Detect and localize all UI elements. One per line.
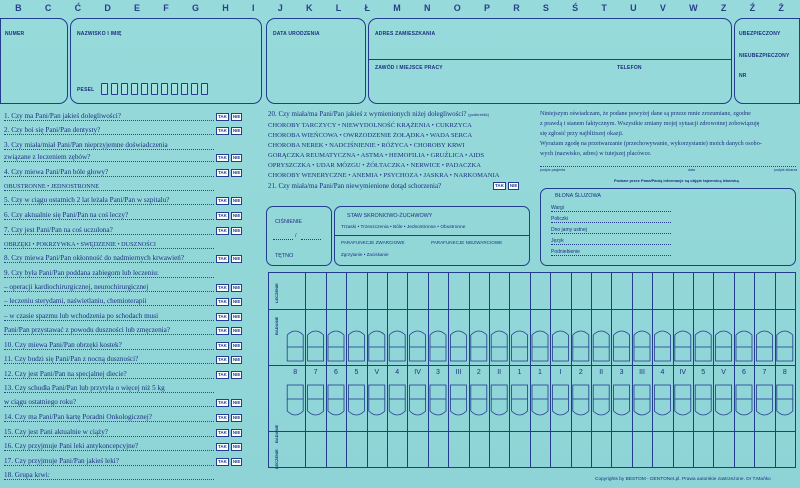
- tooth-number[interactable]: 6: [334, 369, 338, 376]
- upper-tooth-diagram[interactable]: [430, 331, 446, 361]
- question-text: 2. Czy boi się Pani/Pan dentysty?: [4, 126, 101, 134]
- q21-question: 21. Czy miała/ma Pani/Pan niewymienione dotąd schorzenia?: [268, 182, 442, 190]
- lower-tooth-diagram[interactable]: [695, 385, 711, 415]
- disease-line[interactable]: GORĄCZKA REUMATYCZNA • ASTMA • HEMOFILIA • GRUŹLICA • AIDS: [268, 152, 485, 159]
- yes-no-checkbox[interactable]: TAK NIE: [218, 430, 241, 435]
- address-box[interactable]: [368, 18, 732, 104]
- mucosa-item[interactable]: Język: [551, 238, 671, 245]
- yes-no-checkbox[interactable]: TAK NIE: [218, 314, 241, 319]
- pesel-field[interactable]: [101, 83, 208, 95]
- question-text: 1. Czy ma Pani/Pan jakieś dolegliwości?: [4, 112, 121, 120]
- lower-tooth-diagram[interactable]: [389, 385, 405, 415]
- question-text: 11. Czy budzi się Pani/Pan z nocną duszności?: [4, 355, 139, 363]
- birthdate-label: DATA URODZENIA: [273, 31, 320, 37]
- yes-no-checkbox[interactable]: TAK NIE: [218, 198, 241, 203]
- numer-label: NUMER: [5, 31, 25, 37]
- question-text: związane z leczeniem zębów?: [4, 153, 91, 161]
- alphabet-letter[interactable]: E: [134, 3, 142, 13]
- tooth-number[interactable]: V: [374, 369, 380, 376]
- question-text: OBUSTRONNE • JEDNOSTRONNE: [4, 183, 99, 190]
- parafunction-nonocclusal: PARAFUNKCJE NIEZWARCIOWE: [431, 240, 503, 245]
- tmj-title: STAW SKRONIOWO-ŻUCHWOWY: [347, 213, 433, 219]
- lower-tooth-diagram[interactable]: [614, 385, 630, 415]
- lower-tooth-diagram[interactable]: [369, 385, 385, 415]
- phone-label: TELEFON: [617, 65, 642, 71]
- alphabet-letter[interactable]: Ł: [364, 3, 371, 13]
- upper-tooth-diagram[interactable]: [348, 331, 364, 361]
- question-text: 7. Czy jest Pani/Pan na coś uczulona?: [4, 226, 113, 234]
- dental-chart[interactable]: [268, 272, 796, 468]
- alphabet-letter[interactable]: D: [104, 3, 112, 13]
- upper-tooth-diagram[interactable]: [410, 331, 426, 361]
- upper-tooth-diagram[interactable]: [736, 331, 752, 361]
- alphabet-letter[interactable]: S: [542, 3, 550, 13]
- yes-no-checkbox[interactable]: TAK NIE: [218, 343, 241, 348]
- yes-no-checkbox[interactable]: TAK NIE: [218, 400, 241, 405]
- question-text: Pani/Pan przystawać z powodu duszności lub zmęczenia?: [4, 326, 171, 334]
- declaration-line: się zgłosić przy najbliższej okazji.: [540, 131, 624, 137]
- tooth-number[interactable]: 7: [313, 369, 318, 376]
- question-text: – w czasie spazmu lub wchodzenia po schodach musi: [4, 312, 159, 320]
- tooth-number[interactable]: II: [599, 369, 604, 376]
- tooth-number[interactable]: IV: [679, 369, 687, 376]
- tooth-number[interactable]: 8: [782, 369, 787, 376]
- yes-no-checkbox[interactable]: TAK NIE: [218, 299, 241, 304]
- mucosa-item[interactable]: Wargi: [551, 205, 671, 212]
- question-text: 17. Czy przyjmuje Pani/Pan jakieś leki?: [4, 457, 119, 465]
- address-label: ADRES ZAMIESZKANIA: [375, 31, 436, 37]
- question-text: w ciągu ostatniego roku?: [4, 398, 77, 406]
- tooth-number[interactable]: IV: [414, 369, 421, 376]
- lower-tooth-diagram[interactable]: [634, 385, 650, 415]
- yes-no-checkbox[interactable]: TAK NIE: [218, 415, 241, 420]
- upper-tooth-diagram[interactable]: [552, 331, 568, 361]
- alphabet-letter[interactable]: L: [335, 3, 343, 13]
- lower-tooth-diagram[interactable]: [532, 385, 548, 415]
- question-text: 16. Czy przyjmuje Pani leki antykoncepcyjne?: [4, 442, 139, 450]
- upper-tooth-diagram[interactable]: [512, 331, 528, 361]
- birthdate-box[interactable]: [266, 18, 366, 104]
- yes-no-checkbox[interactable]: TAK NIE: [218, 228, 241, 233]
- alphabet-letter[interactable]: W: [689, 3, 699, 13]
- disease-line[interactable]: CHOROBA WIEŃCOWA • OWRZODZENIE ŻOŁĄDKA • WADA SERCA: [268, 132, 473, 139]
- disease-line[interactable]: CHOROBY TARCZYCY • NIEWYDOLNOŚĆ KRĄŻENIA • CUKRZYCA: [268, 122, 472, 129]
- lower-tooth-diagram[interactable]: [736, 385, 752, 415]
- upper-tooth-diagram[interactable]: [654, 331, 670, 361]
- vitals-box[interactable]: [266, 206, 332, 266]
- lower-exam-label: BADANIE: [274, 424, 279, 443]
- yes-no-checkbox[interactable]: TAK NIE: [218, 285, 241, 290]
- alphabet-letter[interactable]: R: [513, 3, 521, 13]
- parafunction-occlusal: PARAFUNKCJE ZWARCIOWE: [341, 240, 405, 245]
- upper-tooth-diagram[interactable]: [573, 331, 589, 361]
- disease-line[interactable]: OPRYSZCZKA • UDAR MÓZGU • ŻÓŁTACZKA • NERWICE • PADACZKA: [268, 162, 482, 169]
- tooth-number[interactable]: 5: [701, 369, 706, 376]
- question-text: 9. Czy była Pani/Pan poddana zabiegom lub leczeniu:: [4, 269, 159, 277]
- tooth-number[interactable]: 7: [762, 369, 767, 376]
- question-text: 10. Czy miewa Pani/Pan obrzęki kostek?: [4, 341, 122, 349]
- yes-no-checkbox[interactable]: TAK NIE: [218, 155, 241, 160]
- insured-label: UBEZPIECZONY: [739, 31, 781, 37]
- alphabet-letter[interactable]: F: [163, 3, 170, 13]
- lower-tooth-diagram[interactable]: [512, 385, 528, 415]
- yes-no-checkbox[interactable]: TAK NIE: [218, 170, 241, 175]
- question-text: 12. Czy jest Pani/Pan na specjalnej diecie?: [4, 370, 127, 378]
- lower-tooth-diagram[interactable]: [450, 385, 466, 415]
- lower-treatment-label: LECZENIE: [274, 449, 279, 469]
- alphabet-letter[interactable]: Ż: [778, 3, 785, 13]
- tmj-items: Trzaski • Trzeszczenia • Bóle • Jednostronne • Obustronne: [341, 225, 466, 230]
- lower-tooth-diagram[interactable]: [328, 385, 344, 415]
- alphabet-letter[interactable]: Ź: [749, 3, 757, 13]
- tooth-number[interactable]: III: [455, 369, 462, 376]
- declaration-line: Wyrażam zgodę na przetwarzanie (przechowywanie, wykorzystanie) moich danych osobo-: [540, 141, 762, 147]
- lower-tooth-diagram[interactable]: [410, 385, 426, 415]
- lower-tooth-diagram[interactable]: [675, 385, 691, 415]
- question-text: 14. Czy ma Pani/Pan kartę Poradni Onkologicznej?: [4, 413, 152, 421]
- tooth-number[interactable]: 4: [660, 369, 665, 376]
- mucosa-item[interactable]: Dno jamy ustnej: [551, 227, 671, 234]
- occupation-label: ZAWÓD I MIEJSCE PRACY: [375, 65, 443, 71]
- upper-tooth-diagram[interactable]: [287, 331, 303, 361]
- alphabet-letter[interactable]: J: [277, 3, 284, 13]
- alphabet-letter[interactable]: O: [453, 3, 462, 13]
- upper-tooth-diagram[interactable]: [756, 331, 772, 361]
- lower-tooth-diagram[interactable]: [716, 385, 732, 415]
- alphabet-index: [0, 0, 800, 16]
- mucosa-box[interactable]: [540, 188, 796, 266]
- lower-tooth-diagram[interactable]: [654, 385, 670, 415]
- yes-no-checkbox[interactable]: TAK NIE: [218, 128, 241, 133]
- mucosa-item[interactable]: Policzki: [551, 216, 671, 223]
- upper-tooth-diagram[interactable]: [675, 331, 691, 361]
- alphabet-letter[interactable]: V: [659, 3, 667, 13]
- upper-tooth-diagram[interactable]: [491, 331, 507, 361]
- tooth-number[interactable]: 3: [436, 369, 440, 376]
- question-text: 3. Czy miała/miał Pani/Pan nieprzyjemne doświadczenia: [4, 141, 168, 149]
- yes-no-checkbox[interactable]: TAK NIE: [218, 357, 241, 362]
- alphabet-letter[interactable]: T: [601, 3, 608, 13]
- alphabet-letter[interactable]: P: [483, 3, 491, 13]
- insurance-number-label: NR: [739, 73, 747, 79]
- tooth-number[interactable]: 1: [517, 369, 522, 376]
- lower-tooth-diagram[interactable]: [471, 385, 487, 415]
- question-text: – operacji kardiochirurgicznej, neurochirurgicznej: [4, 283, 149, 291]
- declaration-line: wych (nazwisko, adres) w tutejszej placówce.: [540, 151, 652, 157]
- yes-no-checkbox[interactable]: TAK NIE: [218, 372, 241, 377]
- upper-tooth-diagram[interactable]: [777, 331, 793, 361]
- yes-no-checkbox[interactable]: TAK NIE: [218, 114, 241, 119]
- insurance-box[interactable]: [734, 18, 800, 104]
- tooth-number[interactable]: I: [559, 369, 562, 376]
- tooth-number[interactable]: 1: [538, 369, 542, 376]
- upper-tooth-diagram[interactable]: [716, 331, 732, 361]
- q21-yes-no[interactable]: TAK NIE: [495, 183, 518, 188]
- name-label: NAZWISKO I IMIĘ: [77, 31, 122, 37]
- question-text: 6. Czy aktualnie się Pani/Pan na coś leczy?: [4, 211, 129, 219]
- tooth-number[interactable]: 3: [619, 369, 624, 376]
- lower-tooth-diagram[interactable]: [573, 385, 589, 415]
- question-text: 18. Grupa krwi:: [4, 471, 50, 479]
- upper-tooth-diagram[interactable]: [532, 331, 548, 361]
- alphabet-letter[interactable]: G: [192, 3, 201, 13]
- tmj-box[interactable]: [334, 206, 530, 266]
- privacy-note: Podane przez Pana/Panią informacje są objęte tajemnicą lekarską: [614, 178, 739, 183]
- uninsured-label: NIEUBEZPIECZONY: [739, 53, 790, 59]
- lower-tooth-diagram[interactable]: [552, 385, 568, 415]
- parafunction-sub: Zgrzytanie • Zaciskanie: [341, 252, 389, 257]
- yes-no-checkbox[interactable]: TAK NIE: [218, 213, 241, 218]
- pressure-slash: /: [295, 233, 297, 239]
- mucosa-title: BŁONA ŚLUZOWA: [555, 193, 601, 199]
- yes-no-checkbox[interactable]: TAK NIE: [218, 328, 241, 333]
- lower-tooth-diagram[interactable]: [593, 385, 609, 415]
- tooth-number[interactable]: 8: [293, 369, 298, 376]
- alphabet-letter[interactable]: Z: [720, 3, 728, 13]
- tooth-number[interactable]: 2: [476, 369, 481, 376]
- tooth-number[interactable]: 4: [395, 369, 400, 376]
- lower-tooth-diagram[interactable]: [430, 385, 446, 415]
- alphabet-letter[interactable]: N: [423, 3, 432, 13]
- question-text: – leczeniu sterydami, naświetlaniu, chemioterapii: [4, 297, 147, 305]
- lower-tooth-diagram[interactable]: [308, 385, 324, 415]
- question-text: 15. Czy jest Pani aktualnie w ciąży?: [4, 428, 108, 436]
- upper-tooth-diagram[interactable]: [593, 331, 609, 361]
- date-label: data: [688, 168, 695, 172]
- alphabet-letter[interactable]: Ś: [572, 3, 580, 13]
- alphabet-letter[interactable]: Ć: [74, 3, 83, 13]
- alphabet-letter[interactable]: M: [393, 3, 402, 13]
- question-text: 4. Czy miewa Pani/Pan bóle głowy?: [4, 168, 109, 176]
- pulse-label: TĘTNO: [275, 253, 294, 259]
- upper-tooth-diagram[interactable]: [695, 331, 711, 361]
- alphabet-letter[interactable]: B: [15, 3, 23, 13]
- doctor-sign-label: podpis lekarza: [774, 168, 798, 172]
- numer-box[interactable]: [0, 18, 68, 104]
- upper-tooth-diagram[interactable]: [389, 331, 405, 361]
- yes-no-checkbox[interactable]: TAK NIE: [218, 459, 241, 464]
- lower-tooth-diagram[interactable]: [756, 385, 772, 415]
- tooth-number[interactable]: II: [497, 369, 502, 376]
- question-text: 5. Czy w ciągu ostatnich 2 lat leżała Pani/Pan w szpitalu?: [4, 196, 170, 204]
- tooth-number[interactable]: III: [639, 369, 645, 376]
- lower-tooth-diagram[interactable]: [777, 385, 793, 415]
- lower-tooth-diagram[interactable]: [348, 385, 364, 415]
- tooth-number[interactable]: 2: [578, 369, 583, 376]
- disease-line[interactable]: CHOROBY WENERYCZNE • ANEMIA • PSYCHOZA • JASKRA • NARKOMANIA: [268, 172, 500, 179]
- name-box[interactable]: [70, 18, 262, 104]
- pressure-label: CIŚNIENIE: [275, 219, 302, 225]
- upper-treatment-label: LECZENIE: [274, 283, 279, 303]
- alphabet-letter[interactable]: H: [222, 3, 230, 13]
- declaration-line: z prawdą i stanem faktycznym. Wszystkie zmiany mojej sytuacji zdrowotnej zobowiązuję: [540, 121, 760, 127]
- disease-line[interactable]: CHOROBA NEREK • NADCIŚNIENIE • RÓŻYCA • CHOROBY KRWI: [268, 142, 465, 149]
- upper-tooth-diagram[interactable]: [614, 331, 630, 361]
- upper-tooth-diagram[interactable]: [450, 331, 466, 361]
- alphabet-letter[interactable]: I: [252, 3, 256, 13]
- question-text: OBRZĘKI • POKRZYWKA • SWĘDZENIE • DUSZNOŚCI: [4, 241, 156, 248]
- alphabet-letter[interactable]: C: [44, 3, 53, 13]
- mucosa-item[interactable]: Podniebienie: [551, 249, 671, 256]
- upper-tooth-diagram[interactable]: [471, 331, 487, 361]
- alphabet-letter[interactable]: K: [306, 3, 314, 13]
- alphabet-letter[interactable]: U: [630, 3, 638, 13]
- yes-no-checkbox[interactable]: TAK NIE: [218, 444, 241, 449]
- patient-sign-label: podpis pacjenta: [540, 168, 566, 172]
- q20-title: 20. Czy miała/ma Pani/Pan jakieś z wymienionych niżej dolegliwości? (podkreślić): [268, 110, 489, 118]
- lower-tooth-diagram[interactable]: [287, 385, 303, 415]
- question-text: 13. Czy schudła Pani/Pan lub przytyła o więcej niż 5 kg: [4, 384, 165, 392]
- upper-tooth-diagram[interactable]: [369, 331, 385, 361]
- upper-tooth-diagram[interactable]: [328, 331, 344, 361]
- tooth-number[interactable]: 6: [742, 369, 746, 376]
- copyright-footer: Copyrights by BESTOM - DENTONet.pl. Prawa autorskie zastrzeżone. Dr T.Mańko: [595, 477, 771, 482]
- tooth-number[interactable]: 5: [354, 369, 359, 376]
- upper-tooth-diagram[interactable]: [308, 331, 324, 361]
- upper-tooth-diagram[interactable]: [634, 331, 650, 361]
- yes-no-checkbox[interactable]: TAK NIE: [218, 256, 241, 261]
- upper-exam-label: BADANIE: [274, 316, 279, 335]
- declaration-line: Niniejszym oświadczam, że podane powyżej dane są przeze mnie zrozumiane, zgodne: [540, 111, 751, 117]
- tooth-number[interactable]: V: [721, 369, 726, 376]
- pesel-label: PESEL: [77, 87, 95, 93]
- question-text: 8. Czy miewa Pani/Pan okłonność do nadmiernych krwawień?: [4, 254, 185, 262]
- lower-tooth-diagram[interactable]: [491, 385, 507, 415]
